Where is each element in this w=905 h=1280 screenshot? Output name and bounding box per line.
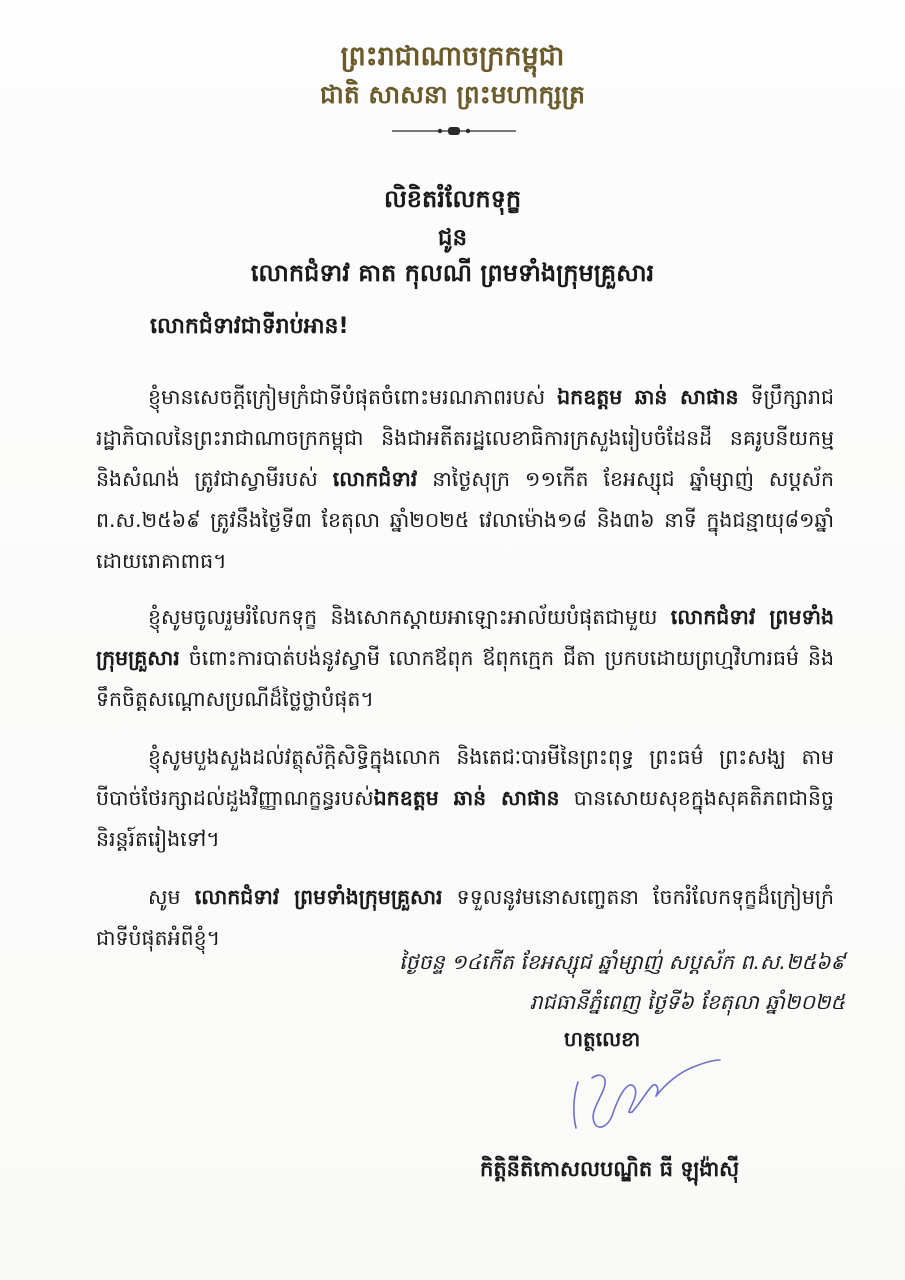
p1-text-3: នាថ្ងៃសុក្រ ១១កើត ខែអស្សុជ ឆ្នាំម្សាញ់ សប្តស័ក ព.ស.២៥៦៩ ត្រូវនឹងថ្ងៃទី៣ ខែតុលា ឆ្នាំ២០២៥ វេលាម៉ោង១៨ និង៣៦ នាទី ក្នុងជន្មាយុ៨១ឆ្នាំ ដោយរោគាពាធ។ [96,466,834,573]
p1-text-2: ទីប្រឹក្សារាជរដ្ឋាភិបាលនៃព្រះរាជាណាចក្រកម្ពុជា និងជាអតីតរដ្ឋលេខាធិការក្រសួងរៀបចំដែនដី នគរូបនីយកម្ម និងសំណង់ ត្រូវជាស្វាមីរបស់ [96,384,834,491]
letter-to-label: ជូន [437,225,468,251]
p3-text-2: បានសោយសុខក្នុងសុគតិភពជានិច្ចនិរន្តរ៍តរៀងទៅ។ [96,785,834,851]
letter-recipient: លោកជំទាវ គាត កុលណី ព្រមទាំងក្រុមគ្រួសារ [250,259,655,287]
body-paragraph-2 [96,597,834,720]
date-solar-place: រាជធានីភ្នំពេញ ថ្ងៃទី៦ ខែតុលា ឆ្នាំ២០២៥ [529,990,845,1014]
p4-text-2: ទទួលនូវមនោសញ្ចេតនា ចែករំលែកទុក្ខដ៏ក្រៀមក្រំជាទីបំផុតអំពីខ្ញុំ។ [96,884,834,950]
p1-bold-title: លោកជំទាវ [332,466,418,491]
p3-text-1: ខ្ញុំសូមបួងសួងដល់វត្ថុស័ក្តិសិទ្ធិក្នុងលោក និងតេជៈបារមីនៃព្រះពុទ្ធ ព្រះធម៌ ព្រះសង្ឃ តាមបីបាច់ថែរក្សាដល់ដួងវិញ្ញាណក្ខន្ធរបស់ [96,744,834,810]
body-paragraph-3 [96,737,834,860]
p2-bold-recipient: លោកជំទាវ ព្រមទាំងក្រុមគ្រួសារ [96,604,834,670]
p4-bold-recipient: លោកជំទាវ ព្រមទាំងក្រុមគ្រួសារ [194,884,443,909]
national-motto-kingdom: ព្រះរាជាណាចក្រកម្ពុជា [340,41,565,72]
handwritten-signature-icon [556,1042,726,1142]
body-paragraph-1 [96,377,834,582]
salutation: លោកជំទាវជាទីរាប់អាន! [150,314,349,339]
body-paragraph-4 [96,877,834,959]
p4-text-1: សូម [148,884,195,909]
signer-name: កិត្តិនីតិកោសលបណ្ឌិត ធី ឡុង៉ាស៊ី [480,1157,740,1181]
p1-bold-name: ឯកឧត្តម ឆាន់ សាផាន [557,384,739,409]
p2-text-2: ចំពោះការបាត់បង់នូវស្វាមី លោកឪពុក ឪពុកក្មេក ជីតា ប្រកបដោយព្រហ្មវិហារធម៌ និងទឹកចិត្តសណ្តោសប្រណីដ៏ថ្លៃថ្លាបំផុត។ [96,645,834,711]
p1-text-1: ខ្ញុំមានសេចក្តីក្រៀមក្រំជាទីបំផុតចំពោះមរណភាពរបស់ [148,384,558,409]
national-motto-nation-religion-king: ជាតិ សាសនា ព្រះមហាក្សត្រ [320,80,585,109]
divider-ornament-icon [384,124,524,138]
letter-title: លិខិតរំលែកទុក្ខ [383,185,522,213]
signature-label: ហត្ថលេខា [564,1027,641,1051]
p2-text-1: ខ្ញុំសូមចូលរួមរំលែកទុក្ខ និងសោកស្តាយអាឡោះអាល័យបំផុតជាមួយ [148,604,671,629]
date-lunar: ថ្ងៃចន្ទ ១៤កើត ខែអស្សុជ ឆ្នាំម្សាញ់ សប្តស័ក ព.ស.២៥៦៩ [399,950,845,974]
p3-bold-name: ឯកឧត្តម ឆាន់ សាផាន [373,785,560,810]
